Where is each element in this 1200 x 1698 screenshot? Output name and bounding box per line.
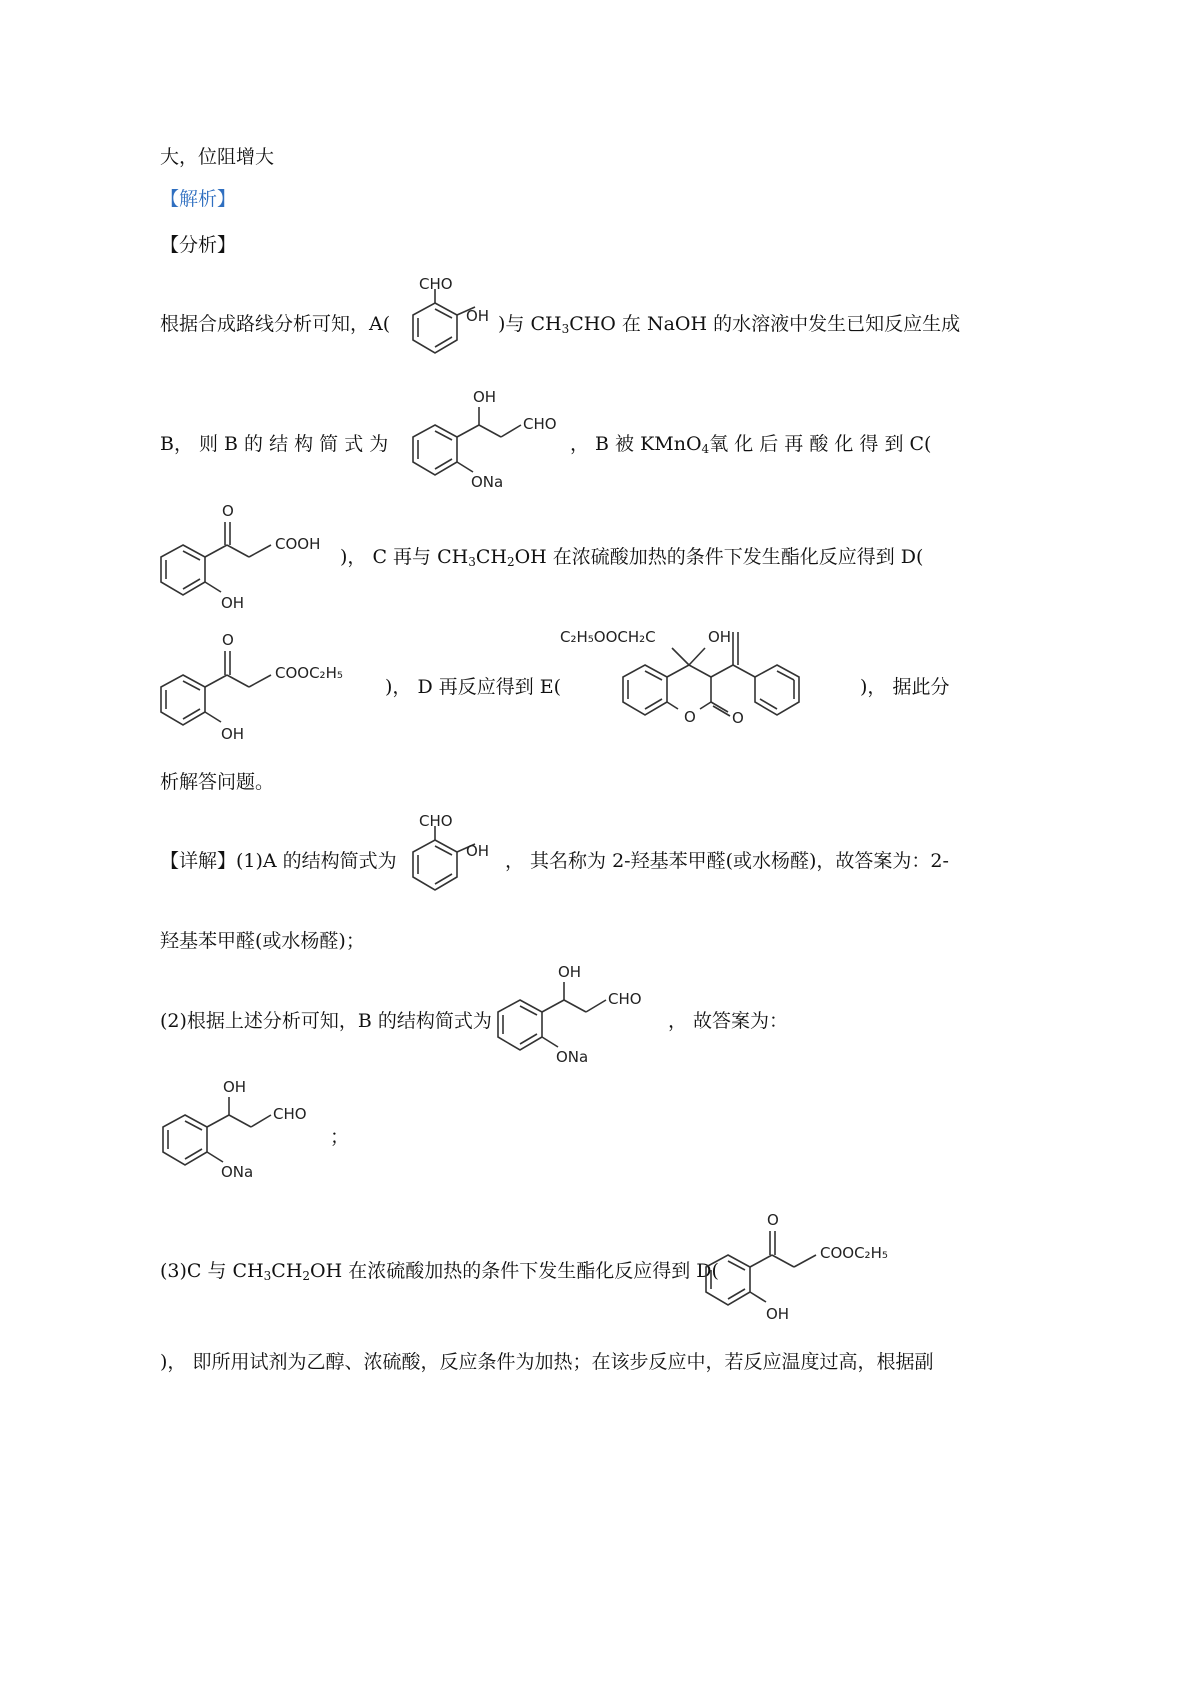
para1-part-a: 根据合成路线分析可知，A( [160, 313, 391, 335]
svg-text:O: O [222, 502, 234, 520]
molecule-c-structure [155, 500, 345, 610]
detail-q1-molecule-a [395, 810, 505, 910]
para5: 析解答问题。 [160, 771, 275, 793]
para4-part-a: )， D 再反应得到 E( [385, 676, 562, 698]
detail-q3-molecule-d [700, 1205, 935, 1325]
svg-text:OH: OH [466, 307, 490, 325]
detail-q1-part-c: 羟基苯甲醛(或水杨醛)； [160, 930, 365, 952]
fenxi-heading: 【分析】 [160, 234, 237, 256]
svg-text:CHO: CHO [608, 990, 642, 1008]
svg-text:ONa: ONa [471, 473, 504, 491]
svg-text:CHO: CHO [419, 275, 453, 293]
para1-part-b: )与 $CH_3CHO$ 在 NaOH 的水溶液中发生已知反应生成 [498, 313, 961, 336]
svg-text:O: O [767, 1211, 779, 1229]
svg-text:OH: OH [466, 842, 490, 860]
svg-text:O: O [732, 709, 744, 727]
para2-part-a: B， 则 B 的 结 构 简 式 为 [160, 433, 389, 455]
line-continuation: 大，位阻增大 [160, 146, 275, 168]
para3-part-a: )， C 再与 $CH_3CH_2OH$ 在浓硫酸加热的条件下发生酯化反应得到 D( [340, 546, 924, 569]
svg-text:OH: OH [223, 1078, 247, 1096]
svg-text:OH: OH [708, 628, 732, 646]
svg-text:C₂H₅OOCH₂C: C₂H₅OOCH₂C [560, 628, 656, 646]
molecule-d-structure [155, 625, 390, 745]
molecule-b-structure [405, 385, 575, 500]
detail-q2-molecule-b [490, 960, 670, 1075]
detail-q3-part-a: (3)C 与 $CH_3CH_2OH$ 在浓硫酸加热的条件下发生酯化反应得到 D( [160, 1260, 719, 1283]
detail-q2-semicolon: ； [330, 1126, 350, 1148]
svg-text:CHO: CHO [523, 415, 557, 433]
svg-text:O: O [222, 631, 234, 649]
detail-q1-part-b: ， 其名称为 2-羟基苯甲醛(或水杨醛)，故答案为：2- [505, 850, 949, 872]
molecule-e-structure [560, 620, 865, 745]
svg-text:COOH: COOH [275, 535, 321, 553]
svg-text:OH: OH [221, 725, 245, 743]
svg-text:OH: OH [221, 594, 245, 612]
analysis-heading: 【解析】 [160, 188, 237, 210]
svg-text:OH: OH [558, 963, 582, 981]
svg-text:CHO: CHO [273, 1105, 307, 1123]
svg-text:ONa: ONa [556, 1048, 589, 1066]
svg-text:COOC₂H₅: COOC₂H₅ [275, 664, 343, 682]
detail-q2-part-a: (2)根据上述分析可知，B 的结构简式为 [160, 1010, 492, 1032]
detail-q2-part-b: ， 故答案为： [668, 1010, 789, 1032]
svg-text:OH: OH [473, 388, 497, 406]
svg-text:CHO: CHO [419, 812, 453, 830]
svg-text:OH: OH [766, 1305, 790, 1323]
detail-q3-part-d: )， 即所用试剂为乙醇、浓硫酸，反应条件为加热；在该步反应中，若反应温度过高，根据副 [160, 1351, 934, 1373]
para4-part-b: )， 据此分 [860, 676, 950, 698]
detail-q2-answer-molecule [155, 1075, 335, 1190]
svg-text:COOC₂H₅: COOC₂H₅ [820, 1244, 888, 1262]
para2-part-b: ， B 被 KMnO$_4$氧 化 后 再 酸 化 得 到 C( [570, 433, 932, 456]
svg-text:O: O [684, 708, 696, 726]
molecule-a-structure [395, 275, 505, 370]
detail-q1-part-a: 【详解】(1)A 的结构简式为 [160, 850, 397, 872]
svg-text:ONa: ONa [221, 1163, 254, 1181]
